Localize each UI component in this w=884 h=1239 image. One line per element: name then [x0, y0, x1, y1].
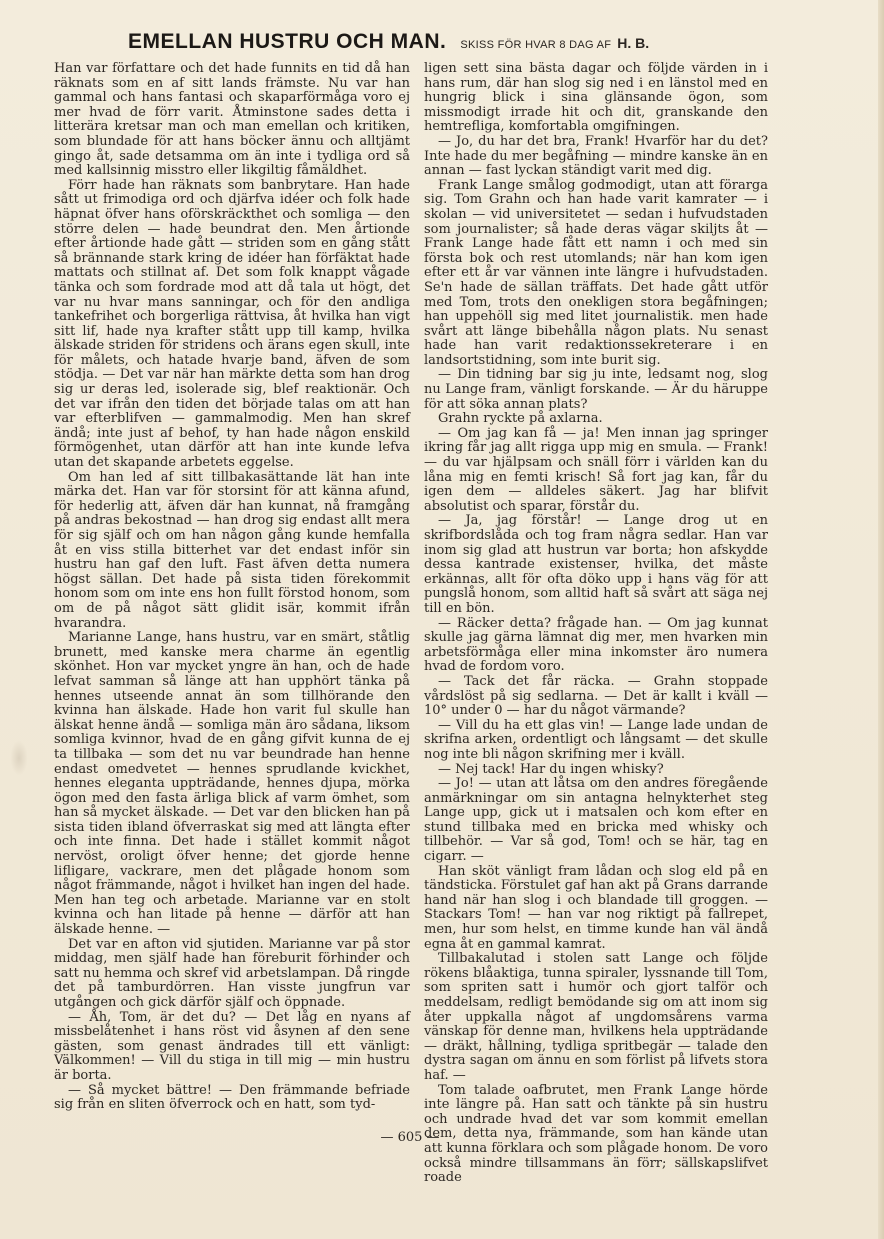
- paragraph: — Om jag kan få — ja! Men innan jag springer ikring får jag allt rigga upp mig en smula. — Frank! — du var hjälpsam och snäll förr i världen kan du låna mig en femti krisch! Så fort jag kan, får du igen dem — alldeles säkert. Jag har blifvit absolutist och sparar, förstår du.: [424, 425, 768, 514]
- paragraph: Marianne Lange, hans hustru, var en smärt, ståtlig brunett, med kanske mera charme än egentlig skönhet. Hon var mycket yngre än han, och de hade lefvat samman så länge att han upphört tänka på hennes utseende annat än som tillhörande den kvinna han älskade. Hade hon varit ful skulle han älskat henne ändå — somliga män äro sådana, liksom somliga kvinnor, hvad de en gång gifvit kunna de ej ta tillbaka — som det nu var beundrade han henne endast omedvetet — hennes sprudlande kvickhet, hennes eleganta uppträdande, hennes djupa, mörka ögon med den fasta ärliga blick af varm ömhet, som han så mycket älskade. — Det var den blicken han på sista tiden ibland öfverraskat sig med att längta efter och inte finna. Det hade i stället kommit något nervöst, oroligt öfver henne; det gjorde henne lifligare, vackrare, men det plågade honom som något främmande, något i hvilket han ingen del hade. Men han teg och arbetade. Marianne var en stolt kvinna och han litade på henne — därför att han älskade henne. —: [54, 630, 410, 938]
- right-column: [424, 61, 768, 1186]
- article-author: H. B.: [617, 35, 650, 51]
- paragraph: — Jo, du har det bra, Frank! Hvarför har du det? Inte hade du mer begåfning — mindre kanske än en annan — fast lyckan ständigt varit med dig.: [424, 133, 768, 179]
- paragraph: Förr hade han räknats som banbrytare. Han hade sått ut frimodiga ord och djärfva idéer och folk hade häpnat öfver hans oförskräckthet och somliga — den större delen — hade beundrat den. Men årtionde efter årtionde hade gått — striden som en gång stått så brännande stark kring de idéer han förfäktat hade mattats och stillnat af. Det som folk knappt vågade tänka och som fordrade mod att då tala ut högt, det var nu hvar mans sanningar, och för den andliga tankefrihet och borgerliga rättvisa, åt hvilka han vigt sitt lif, hade nya krafter stått upp till kamp, hvilka älskade striden för stridens och ärans egen skull, inte för målets, och hatade hvarje band, äfven de som stödja. — Det var när han märkte detta som han drog sig ur deras led, isolerade sig, blef reaktionär. Och det var ifrån den tiden det började talas om att han var efterblifven — gammalmodig. Men han skref ändå; inte just af behof, ty han hade någon enskild förmögenhet, utan därför att han inte kunde lefva utan det skapande arbetets eggelse.: [54, 177, 410, 471]
- paragraph: — Nej tack! Har du ingen whisky?: [438, 761, 664, 777]
- paragraph: — Vill du ha ett glas vin! — Lange lade undan de skrifna arken, ordentligt och långsamt — det skulle nog inte bli någon skrifning mer i kväll.: [424, 717, 768, 762]
- article-header: [128, 30, 844, 58]
- paragraph: Grahn ryckte på axlarna.: [438, 411, 603, 427]
- paragraph: — Räcker detta? frågade han. — Om jag kunnat skulle jag gärna lämnat dig mer, men hvarken min arbetsförmåga eller mina inkomster äro numera hvad de fordom voro.: [424, 615, 768, 675]
- paragraph: ligen sett sina bästa dagar och följde värden in i hans rum, där han slog sig ned i en länstol med en hungrig blick i sina glänsande ögon, som missmodigt irrade hit och dit, granskande den hemtrefliga, komfortabla omgifningen.: [424, 61, 768, 135]
- page-number: — 605 —: [380, 1130, 440, 1145]
- paper-smudge: [10, 740, 28, 776]
- paragraph: Frank Lange smålog godmodigt, utan att förarga sig. Tom Grahn och han hade varit kamrater — i skolan — vid universitetet — sedan i hufvudstaden som journalister; så hade deras vägar skiljts åt — Frank Lange hade fått ett namn i och med sin första bok och rest utomlands; när han kom igen efter ett år var vännen inte längre i hufvudstaden. Se'n hade de sällan träffats. Det hade gått utför med Tom, trots den onekligen stora begåfningen; han uppehöll sig med litet journalistik. men hade svårt att länge bibehålla någon plats. Nu senast hade han varit redaktionssekreterare i en landsortstidning, som inte burit sig.: [424, 177, 768, 368]
- article-subtitle: SKISS FÖR HVAR 8 DAG AF: [460, 39, 612, 51]
- paragraph: — Så mycket bättre! — Den främmande befriade sig från en sliten öfverrock och en hatt, som tyd-: [54, 1082, 410, 1113]
- paragraph: Om han led af sitt tillbakasättande lät han inte märka det. Han var för storsint för att känna afund, för hederlig att, äfven där han kunnat, nå framgång på andras bekostnad — han drog sig endast allt mera för sig själf och om han någon gång kunde hemfalla åt en viss stilla bitterhet var det endast inför sin hustru han gaf den luft. Fast äfven detta numera högst sällan. Det hade på sista tiden förekommit honom som om inte ens hon fullt förstod honom, som om de på något sätt glidit isär, kommit ifrån hvarandra.: [54, 469, 410, 631]
- paragraph: — Ja, jag förstår! — Lange drog ut en skrifbordslåda och tog fram några sedlar. Han var inom sig glad att hustrun var borta; hon afskydde dessa kantrade existenser, hvilka, det måste erkännas, allt för ofta döko upp i hans väg för att pungslå honom, som alltid haft så svårt att säga nej till en bön.: [424, 513, 768, 616]
- left-column: [54, 62, 410, 1122]
- paragraph: — Jo! — utan att låtsa om den andres föregående anmärkningar om sin antagna helnykterhet steg Lange upp, gick ut i matsalen och kom efter en stund tillbaka med en bricka med whisky och tillbehör. — Var så god, Tom! och se här, tag en cigarr. —: [424, 776, 768, 865]
- article-title: EMELLAN HUSTRU OCH MAN.: [128, 30, 447, 53]
- paragraph: Tillbakalutad i stolen satt Lange och följde rökens blåaktiga, tunna spiraler, lyssnande till Tom, som spriten satt i humör och gjort talför och meddelsam, redligt bemödande sig om att inom sig åter uppkalla något af ungdomsårens varma vänskap för denne man, hvilkens hela uppträdande — dräkt, hållning, tydliga spritbegär — talade den dystra sagan om ännu en som förlist på lifvets stora haf. —: [424, 951, 768, 1083]
- paragraph: — Tack det får räcka. — Grahn stoppade vårdslöst på sig sedlarna. — Det är kallt i kväll — 10° under 0 — har du något värmande?: [424, 673, 768, 719]
- paragraph: Han var författare och det hade funnits en tid då han räknats som en af sitt lands främste. Nu var han gammal och hans fantasi och skaparförmåga voro ej mer hvad de förr varit. Åtminstone sades detta i litterära kretsar man och man emellan och kritiken, som blundade för att hans böcker ännu och alltjämt gingo åt, sade detsamma om än inte i tydliga ord så med kallsinnig misstro eller likgiltig fåmäldhet.: [54, 61, 410, 179]
- page-edge: [878, 0, 884, 1239]
- paragraph: Tom talade oafbrutet, men Frank Lange hörde inte längre på. Han satt och tänkte på sin hustru och undrade hvad det var som kommit emellan dem, detta nya, främmande, som han kände utan att kunna förklara och som plågade honom. De voro också mindre tillsammans än förr; sällskapslifvet roade: [424, 1082, 768, 1186]
- paragraph: Han sköt vänligt fram lådan och slog eld på en tändsticka. Förstulet gaf han akt på Grans darrande hand när han slog i och blandade till groggen. — Stackars Tom! — han var nog riktigt på fallrepet, men, hur som helst, en timme kunde han väl ändå egna åt en gammal kamrat.: [424, 863, 768, 952]
- paragraph: — Åh, Tom, är det du? — Det låg en nyans af missbelåtenhet i hans röst vid åsynen af den sene gästen, som genast ändrades till ett vänligt: Välkommen! — Vill du stiga in till mig — min hustru är borta.: [54, 1009, 410, 1083]
- paragraph: — Din tidning bar sig ju inte, ledsamt nog, slog nu Lange fram, vänligt forskande. — Är du häruppe för att söka annan plats?: [424, 367, 768, 412]
- paragraph: Det var en afton vid sjutiden. Marianne var på stor middag, men själf hade han föreburit förhinder och satt nu hemma och skref vid arbetslampan. Då ringde det på tamburdörren. Han visste jungfrun var utgången och gick därför själf och öppnade.: [54, 936, 410, 1010]
